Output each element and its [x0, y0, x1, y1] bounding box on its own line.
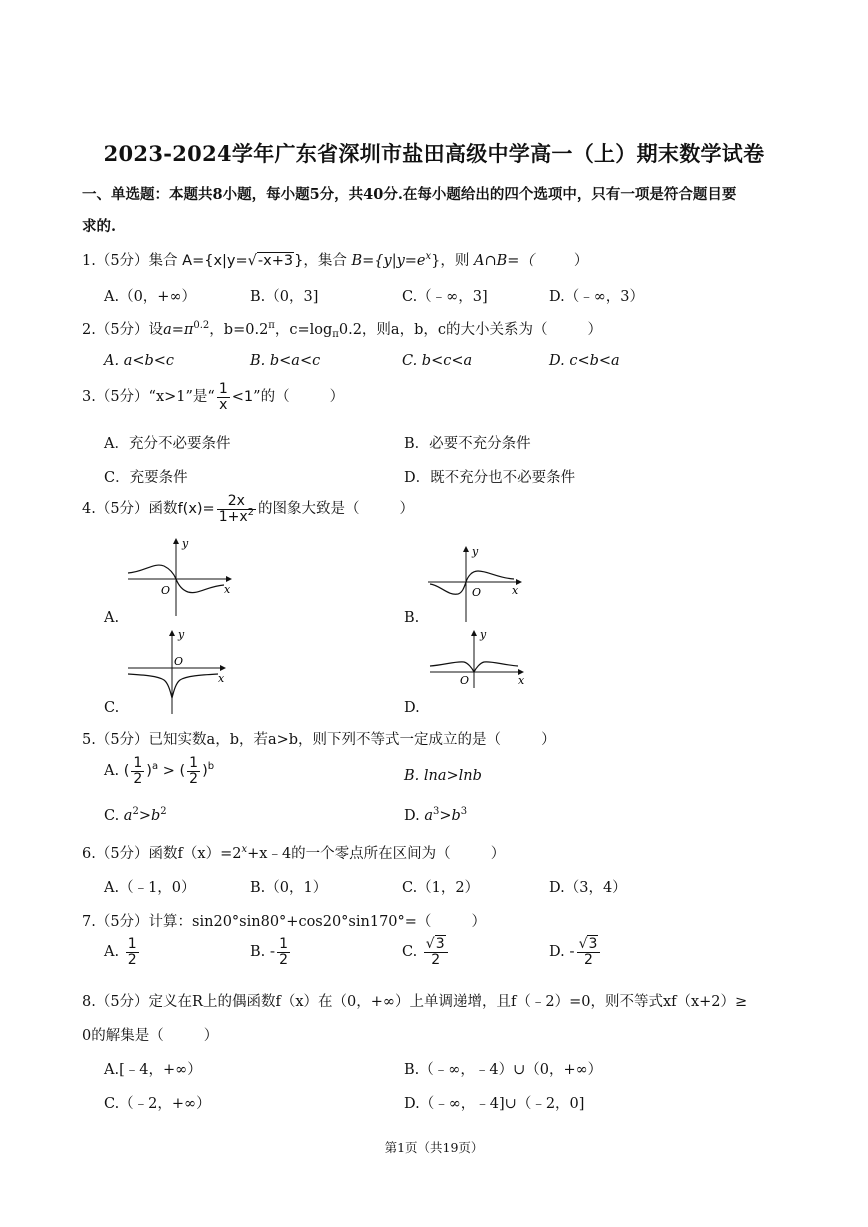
graph-d-origin: O [460, 674, 470, 687]
q5-option-d[interactable]: D. $a^3>b^3$ [404, 806, 468, 824]
q1-option-d[interactable]: D.（﹣∞，3） [549, 289, 645, 305]
q6-option-c[interactable]: C.（1，2） [402, 880, 480, 896]
question-6: 6.（5分）函数$f(x)=2^x+x﹣4$的一个零点所在区间为（ ） [82, 844, 506, 862]
graph-b-x-label: x [512, 584, 519, 597]
question-1: 1.（5分）集合 A={x|y=√-x+3}，集合 $B=\{y|y=e^x\}$，则 A∩B=（ ） [82, 251, 589, 269]
q8-option-a[interactable]: A.[﹣4，+∞） [104, 1062, 202, 1078]
q1-option-c[interactable]: C.（﹣∞，3] [402, 289, 488, 305]
graph-c[interactable] [124, 626, 236, 716]
q4-option-b[interactable]: B. [404, 610, 420, 626]
q2-option-b[interactable]: B. b<a<c [250, 353, 321, 369]
q4-option-d[interactable]: D. [404, 700, 420, 716]
graph-d[interactable] [426, 626, 528, 690]
section-heading-cont: 求的. [82, 218, 117, 235]
section-heading: 一、单选题：本题共8小题，每小题5分，共40分.在每小题给出的四个选项中，只有一项是符合题目要 [82, 186, 737, 203]
q1-option-b[interactable]: B.（0，3] [250, 289, 319, 305]
question-8-cont: 0的解集是（ ） [82, 1028, 219, 1044]
graph-d-y-label: y [480, 628, 487, 641]
graph-c-origin: O [174, 655, 184, 668]
graph-a-x-label: x [224, 583, 231, 596]
graph-b-origin: O [472, 586, 482, 599]
page-footer: 第1页（共19页） [384, 1140, 484, 1155]
graph-c-y-label: y [178, 628, 185, 641]
question-3: 3.（5分）“x>1”是“ $\frac{1}{x}$ <1”的（ ） [82, 381, 345, 413]
q7-option-b[interactable]: B. - $\frac{1}{2}$ [250, 936, 289, 968]
q6-option-d[interactable]: D.（3，4） [549, 880, 627, 896]
q2-option-c[interactable]: C. b<c<a [402, 353, 473, 369]
graph-a-y-label: y [182, 537, 189, 550]
graph-b[interactable] [424, 544, 526, 624]
q8-option-b[interactable]: B.（﹣∞，﹣4）∪（0，+∞） [404, 1062, 603, 1078]
q6-option-b[interactable]: B.（0，1） [250, 880, 328, 896]
q8-option-c[interactable]: C.（﹣2，+∞） [104, 1096, 211, 1112]
q2-option-d[interactable]: D. c<b<a [549, 353, 620, 369]
q5-option-b[interactable]: B. lna>lnb [404, 768, 482, 784]
q5-option-a[interactable]: A. ( $\frac{1}{2}$ )$^a$ > ( $\frac{1}{2}$ )$^b$ [104, 755, 215, 787]
question-2: 2.（5分）设$a=\pi^{0.2}$，$b=0.2^\pi$，$c=\log_\pi 0.2$，则a，b，c的大小关系为（ ） [82, 320, 602, 340]
q4-option-a[interactable]: A. [104, 610, 120, 626]
graph-d-x-label: x [518, 674, 525, 687]
question-5: 5.（5分）已知实数a，b，若a>b，则下列不等式一定成立的是（ ） [82, 732, 556, 748]
question-8: 8.（5分）定义在R上的偶函数f（x）在（0，+∞）上单调递增，且f（﹣2）=0，则不等式xf（x+2）≥ [82, 994, 748, 1010]
question-4: 4.（5分）函数f(x)= $\frac{2x}{1+x^2}$ 的图象大致是（ ） [82, 493, 415, 525]
graph-a[interactable] [124, 536, 236, 618]
q2-option-a[interactable]: A. a<b<c [104, 353, 175, 369]
q5-option-c[interactable]: C. $a^2>b^2$ [104, 806, 167, 824]
question-7: 7.（5分）计算：sin20°sin80°+cos20°sin170°=（ ） [82, 914, 486, 930]
q1-option-a[interactable]: A.（0，+∞） [104, 289, 197, 305]
q3-option-b[interactable]: B．必要不充分条件 [404, 436, 531, 452]
graph-a-origin: O [161, 584, 171, 597]
q3-option-d[interactable]: D．既不充分也不必要条件 [404, 470, 576, 486]
q4-option-c[interactable]: C. [104, 700, 120, 716]
graph-c-x-label: x [218, 672, 225, 685]
q7-option-d[interactable]: D. - $\frac{√3}{2}$ [549, 937, 602, 967]
q7-option-a[interactable]: A. $\frac{1}{2}$ [104, 936, 137, 968]
q3-option-a[interactable]: A．充分不必要条件 [104, 436, 231, 452]
q8-option-d[interactable]: D.（﹣∞，﹣4]∪（﹣2，0] [404, 1096, 585, 1112]
q3-option-c[interactable]: C．充要条件 [104, 470, 188, 486]
page-title: 2023-2024学年广东省深圳市盐田高级中学高一（上）期末数学试卷 [103, 141, 765, 166]
graph-b-y-label: y [472, 545, 479, 558]
q7-option-c[interactable]: C. $\frac{√3}{2}$ [402, 937, 450, 967]
q6-option-a[interactable]: A.（﹣1，0） [104, 880, 196, 896]
